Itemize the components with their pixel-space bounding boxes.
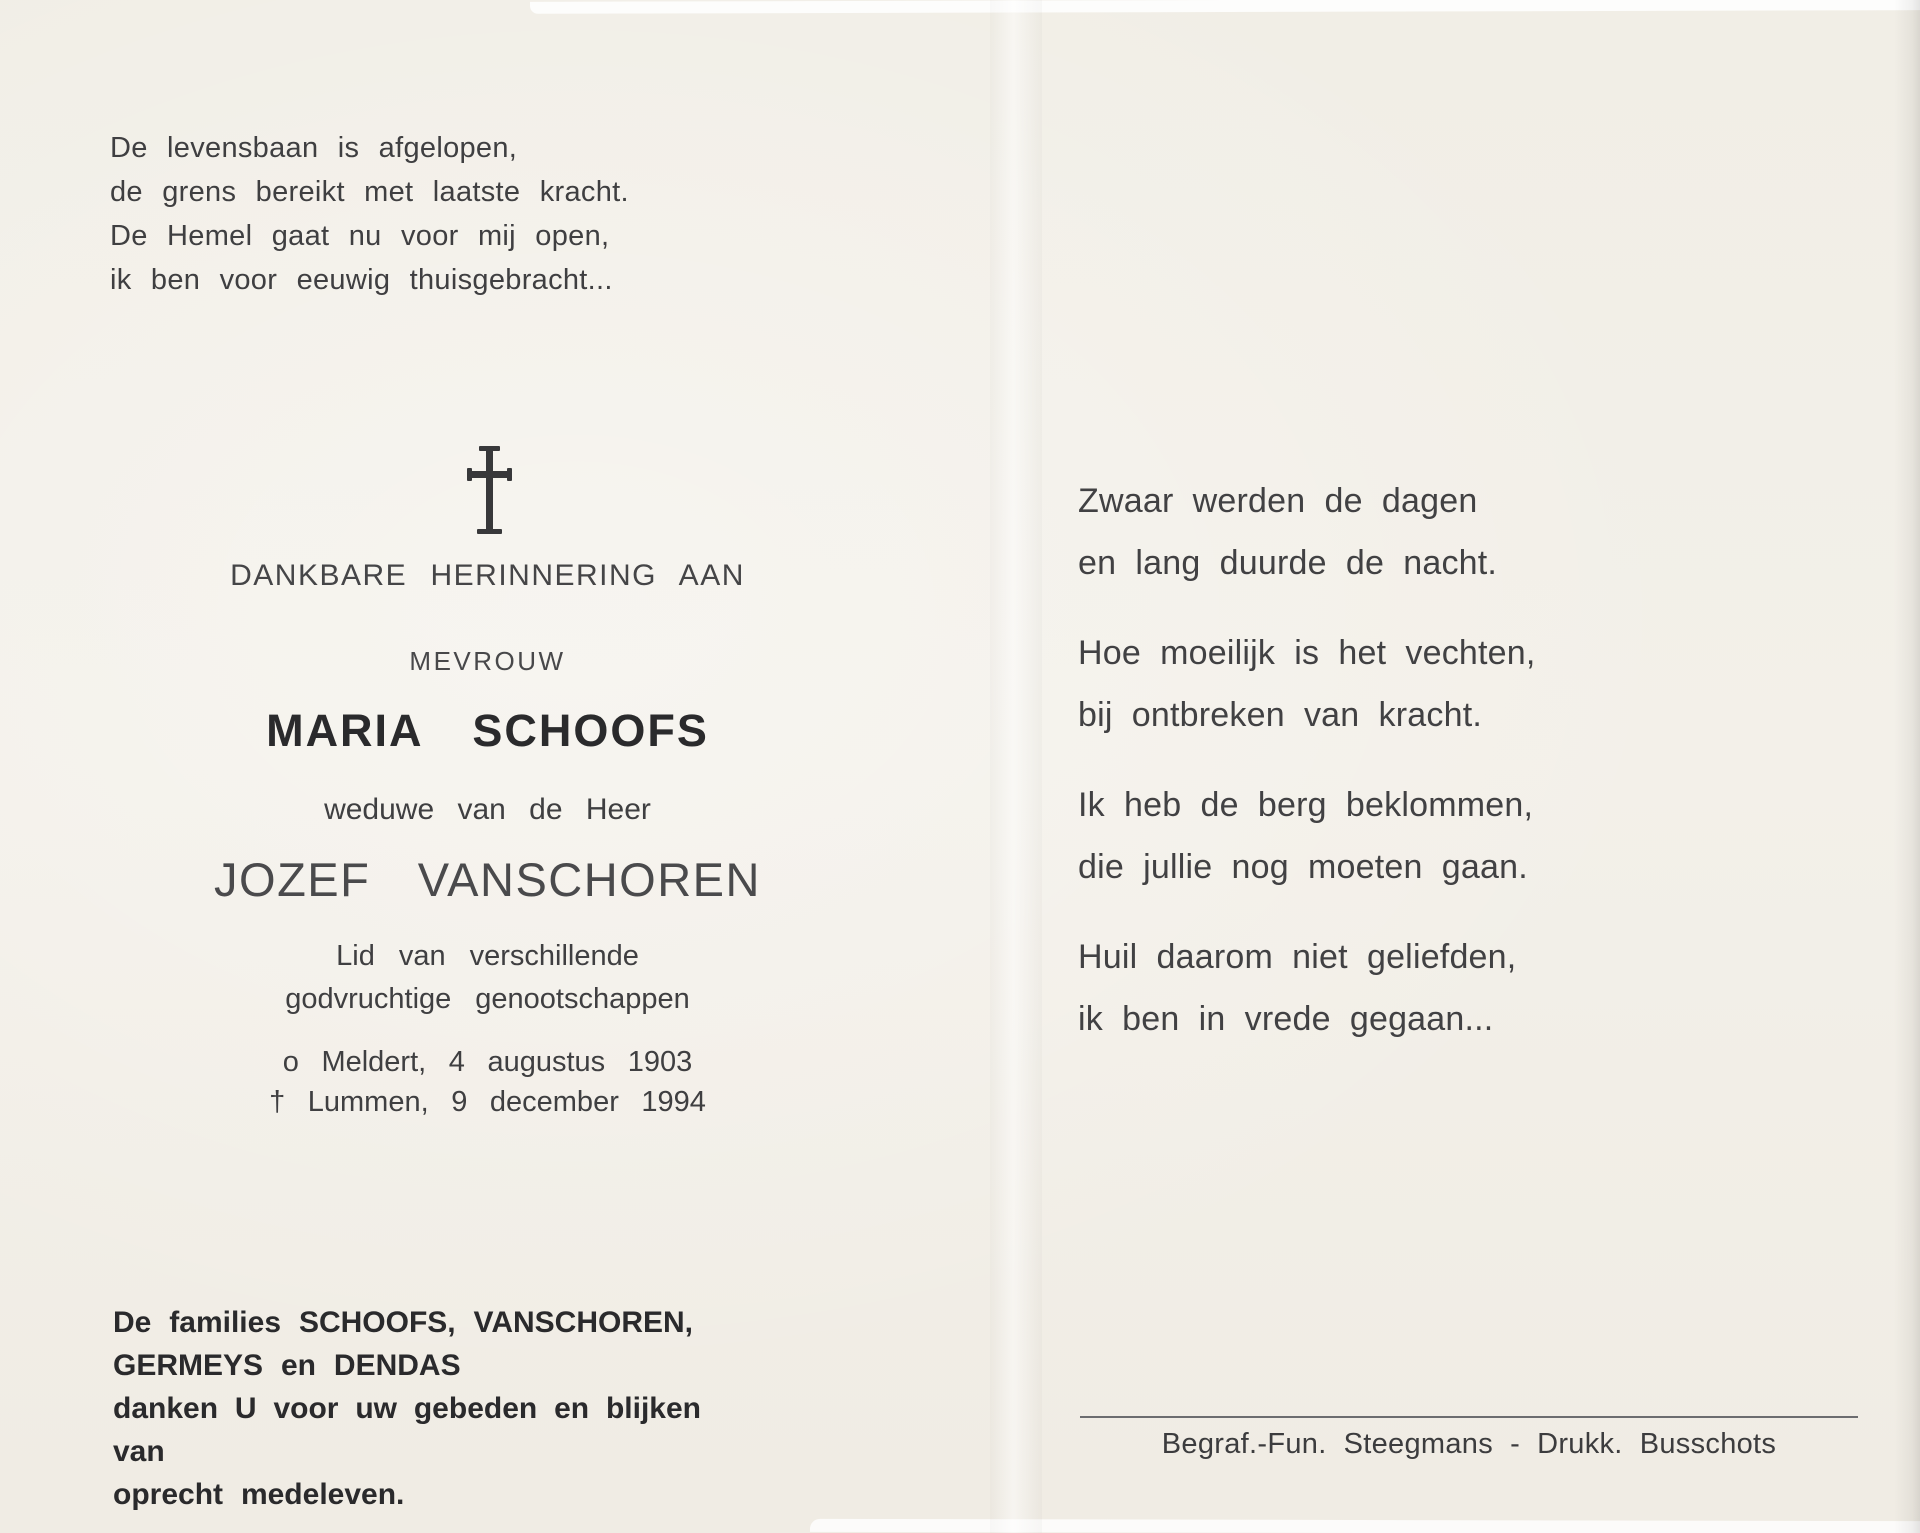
poem-line: De levensbaan is afgelopen,: [110, 132, 518, 164]
poem-line: Hoe moeilijk is het vechten,: [1078, 634, 1536, 672]
acknowledgement-line: danken U voor uw gebeden en blijken van: [113, 1392, 701, 1468]
poem-line: Ik heb de berg beklommen,: [1078, 786, 1534, 824]
poem-line: De Hemel gaat nu voor mij open,: [110, 220, 610, 252]
printer-rule: [1080, 1416, 1858, 1418]
honorific: MEVROUW: [409, 646, 566, 676]
poem-stanza: [1078, 470, 1536, 594]
membership-line: godvruchtige genootschappen: [285, 983, 690, 1015]
membership-line: Lid van verschillende: [336, 940, 639, 972]
poem-line: ik ben voor eeuwig thuisgebracht...: [110, 264, 613, 296]
poem-line: Zwaar werden de dagen: [1078, 482, 1478, 520]
memorial-heading: DANKBARE HERINNERING AAN: [230, 559, 745, 592]
scan-edge-right: [1894, 0, 1920, 1533]
acknowledgement-line: De families SCHOOFS, VANSCHOREN,: [113, 1306, 694, 1339]
latin-cross-icon: [462, 444, 516, 536]
poem-line: bij ontbreken van kracht.: [1078, 696, 1482, 734]
card-fold-line: [990, 0, 1042, 1533]
printer-credit: Begraf.-Fun. Steegmans - Drukk. Busschots: [1161, 1428, 1777, 1460]
scan-edge-top: [530, 0, 1920, 14]
birth-line: o Meldert, 4 augustus 1903: [282, 1046, 693, 1078]
acknowledgement-line: oprecht medeleven.: [113, 1478, 405, 1511]
spouse-name: JOZEF VANSCHOREN: [214, 853, 761, 906]
printer-credit-block: [1080, 1416, 1858, 1461]
poem-stanza: [1078, 774, 1536, 898]
poem-line: en lang duurde de nacht.: [1078, 544, 1498, 582]
poem-line: de grens bereikt met laatste kracht.: [110, 176, 629, 208]
death-line: † Lummen, 9 december 1994: [269, 1086, 706, 1118]
widow-of-line: weduwe van de Heer: [324, 793, 651, 826]
poem-line: ik ben in vrede gegaan...: [1078, 1000, 1494, 1038]
opening-poem: [110, 126, 629, 302]
poem-stanza: [1078, 926, 1536, 1050]
scan-edge-bottom: [810, 1519, 1920, 1533]
poem-line: die jullie nog moeten gaan.: [1078, 848, 1528, 886]
memorial-poem: [1078, 470, 1536, 1078]
deceased-name: MARIA SCHOOFS: [266, 705, 709, 756]
poem-line: Huil daarom niet geliefden,: [1078, 938, 1517, 976]
family-acknowledgement: [113, 1301, 701, 1516]
poem-stanza: [1078, 622, 1536, 746]
acknowledgement-line: GERMEYS en DENDAS: [113, 1349, 461, 1382]
membership-lines: [180, 935, 795, 1021]
